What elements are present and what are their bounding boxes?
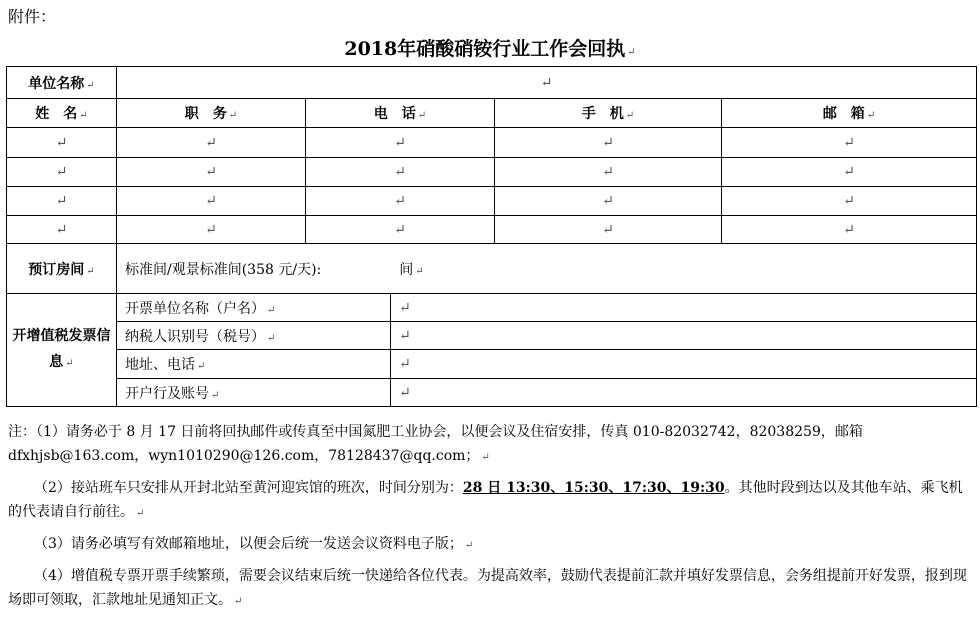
invoice-field-label: 开户行及账号 ↵ [117, 379, 391, 407]
attendee-position-cell[interactable]: ↵ [117, 216, 306, 244]
attendee-mobile-cell[interactable]: ↵ [495, 187, 722, 216]
shuttle-times: 28 日 13:30、15:30、17:30、19:30 [462, 480, 725, 496]
invoice-field-value[interactable]: ↵ [391, 294, 977, 322]
attendee-name-cell[interactable]: ↵ [7, 216, 117, 244]
attendee-phone-cell[interactable]: ↵ [306, 128, 495, 158]
invoice-info-label: 开增值税发票信息 ↵ [7, 294, 117, 407]
room-row [7, 244, 977, 294]
invoice-row [7, 379, 977, 407]
attendee-email-cell[interactable]: ↵ [722, 158, 977, 187]
attendee-row [7, 128, 977, 158]
note-2: （2）接站班车只安排从开封北站至黄河迎宾馆的班次，时间分别为：28 日 13:30、15:30、17:30、19:30。其他时段到达以及其他车站、乘飞机的代表请自行前往。 ↵ [8, 480, 963, 520]
unit-name-label: 单位名称 ↵ [7, 67, 117, 99]
header-phone: 电 话 ↵ [306, 99, 495, 128]
registration-form-table [6, 66, 977, 407]
attendee-position-cell[interactable]: ↵ [117, 187, 306, 216]
header-email: 邮 箱 ↵ [722, 99, 977, 128]
attendee-name-cell[interactable]: ↵ [7, 187, 117, 216]
room-type-text: 标准间/观景标准间(358 元/天): [125, 261, 322, 278]
attendee-position-cell[interactable]: ↵ [117, 128, 306, 158]
attendee-phone-cell[interactable]: ↵ [306, 158, 495, 187]
attendee-name-cell[interactable]: ↵ [7, 128, 117, 158]
paragraph-mark: ↵ [627, 47, 636, 58]
attendee-mobile-cell[interactable]: ↵ [495, 158, 722, 187]
attendee-row [7, 187, 977, 216]
unit-row [7, 67, 977, 99]
attendee-name-cell[interactable]: ↵ [7, 158, 117, 187]
attendee-email-cell[interactable]: ↵ [722, 128, 977, 158]
room-booking-label: 预订房间 ↵ [7, 244, 117, 294]
attendee-phone-cell[interactable]: ↵ [306, 216, 495, 244]
invoice-field-value[interactable]: ↵ [391, 322, 977, 350]
attendee-row [7, 216, 977, 244]
attendee-mobile-cell[interactable]: ↵ [495, 128, 722, 158]
attachment-label: 附件： [8, 7, 57, 26]
room-booking-field[interactable]: 标准间/观景标准间(358 元/天): 间 ↵ [117, 244, 977, 294]
note-4: （4）增值税专票开票手续繁琐，需要会议结束后统一快递给各位代表。为提高效率，鼓励代表提前汇款并填好发票信息，会务组提前开好发票，报到现场即可领取，汇款地址见通知正文。 ↵ [8, 568, 967, 608]
header-name: 姓 名 ↵ [7, 99, 117, 128]
attendee-phone-cell[interactable]: ↵ [306, 187, 495, 216]
header-mobile: 手 机 ↵ [495, 99, 722, 128]
header-position: 职 务 ↵ [117, 99, 306, 128]
attendee-row [7, 158, 977, 187]
invoice-row [7, 350, 977, 379]
title-text: 2018年硝酸硝铵行业工作会回执 [344, 38, 626, 60]
invoice-field-value[interactable]: ↵ [391, 379, 977, 407]
invoice-field-value[interactable]: ↵ [391, 350, 977, 379]
document-title [0, 34, 980, 61]
attendee-email-cell[interactable]: ↵ [722, 187, 977, 216]
invoice-field-label: 纳税人识别号（税号） ↵ [117, 322, 391, 350]
attendee-mobile-cell[interactable]: ↵ [495, 216, 722, 244]
room-count-unit: 间 [399, 261, 414, 278]
invoice-row [7, 294, 977, 322]
unit-name-field[interactable]: ↵ [117, 67, 977, 99]
notes-section [8, 420, 972, 620]
note-3: （3）请务必填写有效邮箱地址，以便会后统一发送会议资料电子版； ↵ [34, 536, 474, 552]
invoice-row [7, 322, 977, 350]
invoice-field-label: 地址、电话 ↵ [117, 350, 391, 379]
note-1: 注：（1）请务必于 8 月 17 日前将回执邮件或传真至中国氮肥工业协会，以便会议及住宿安排，传真 010-82032742，82038259，邮箱 dfxhjsb@163.com，wyn1010290@126.com，78128437@qq.com； ↵ [8, 424, 863, 464]
attendee-email-cell[interactable]: ↵ [722, 216, 977, 244]
attendee-position-cell[interactable]: ↵ [117, 158, 306, 187]
invoice-field-label: 开票单位名称（户名） ↵ [117, 294, 391, 322]
header-row [7, 99, 977, 128]
